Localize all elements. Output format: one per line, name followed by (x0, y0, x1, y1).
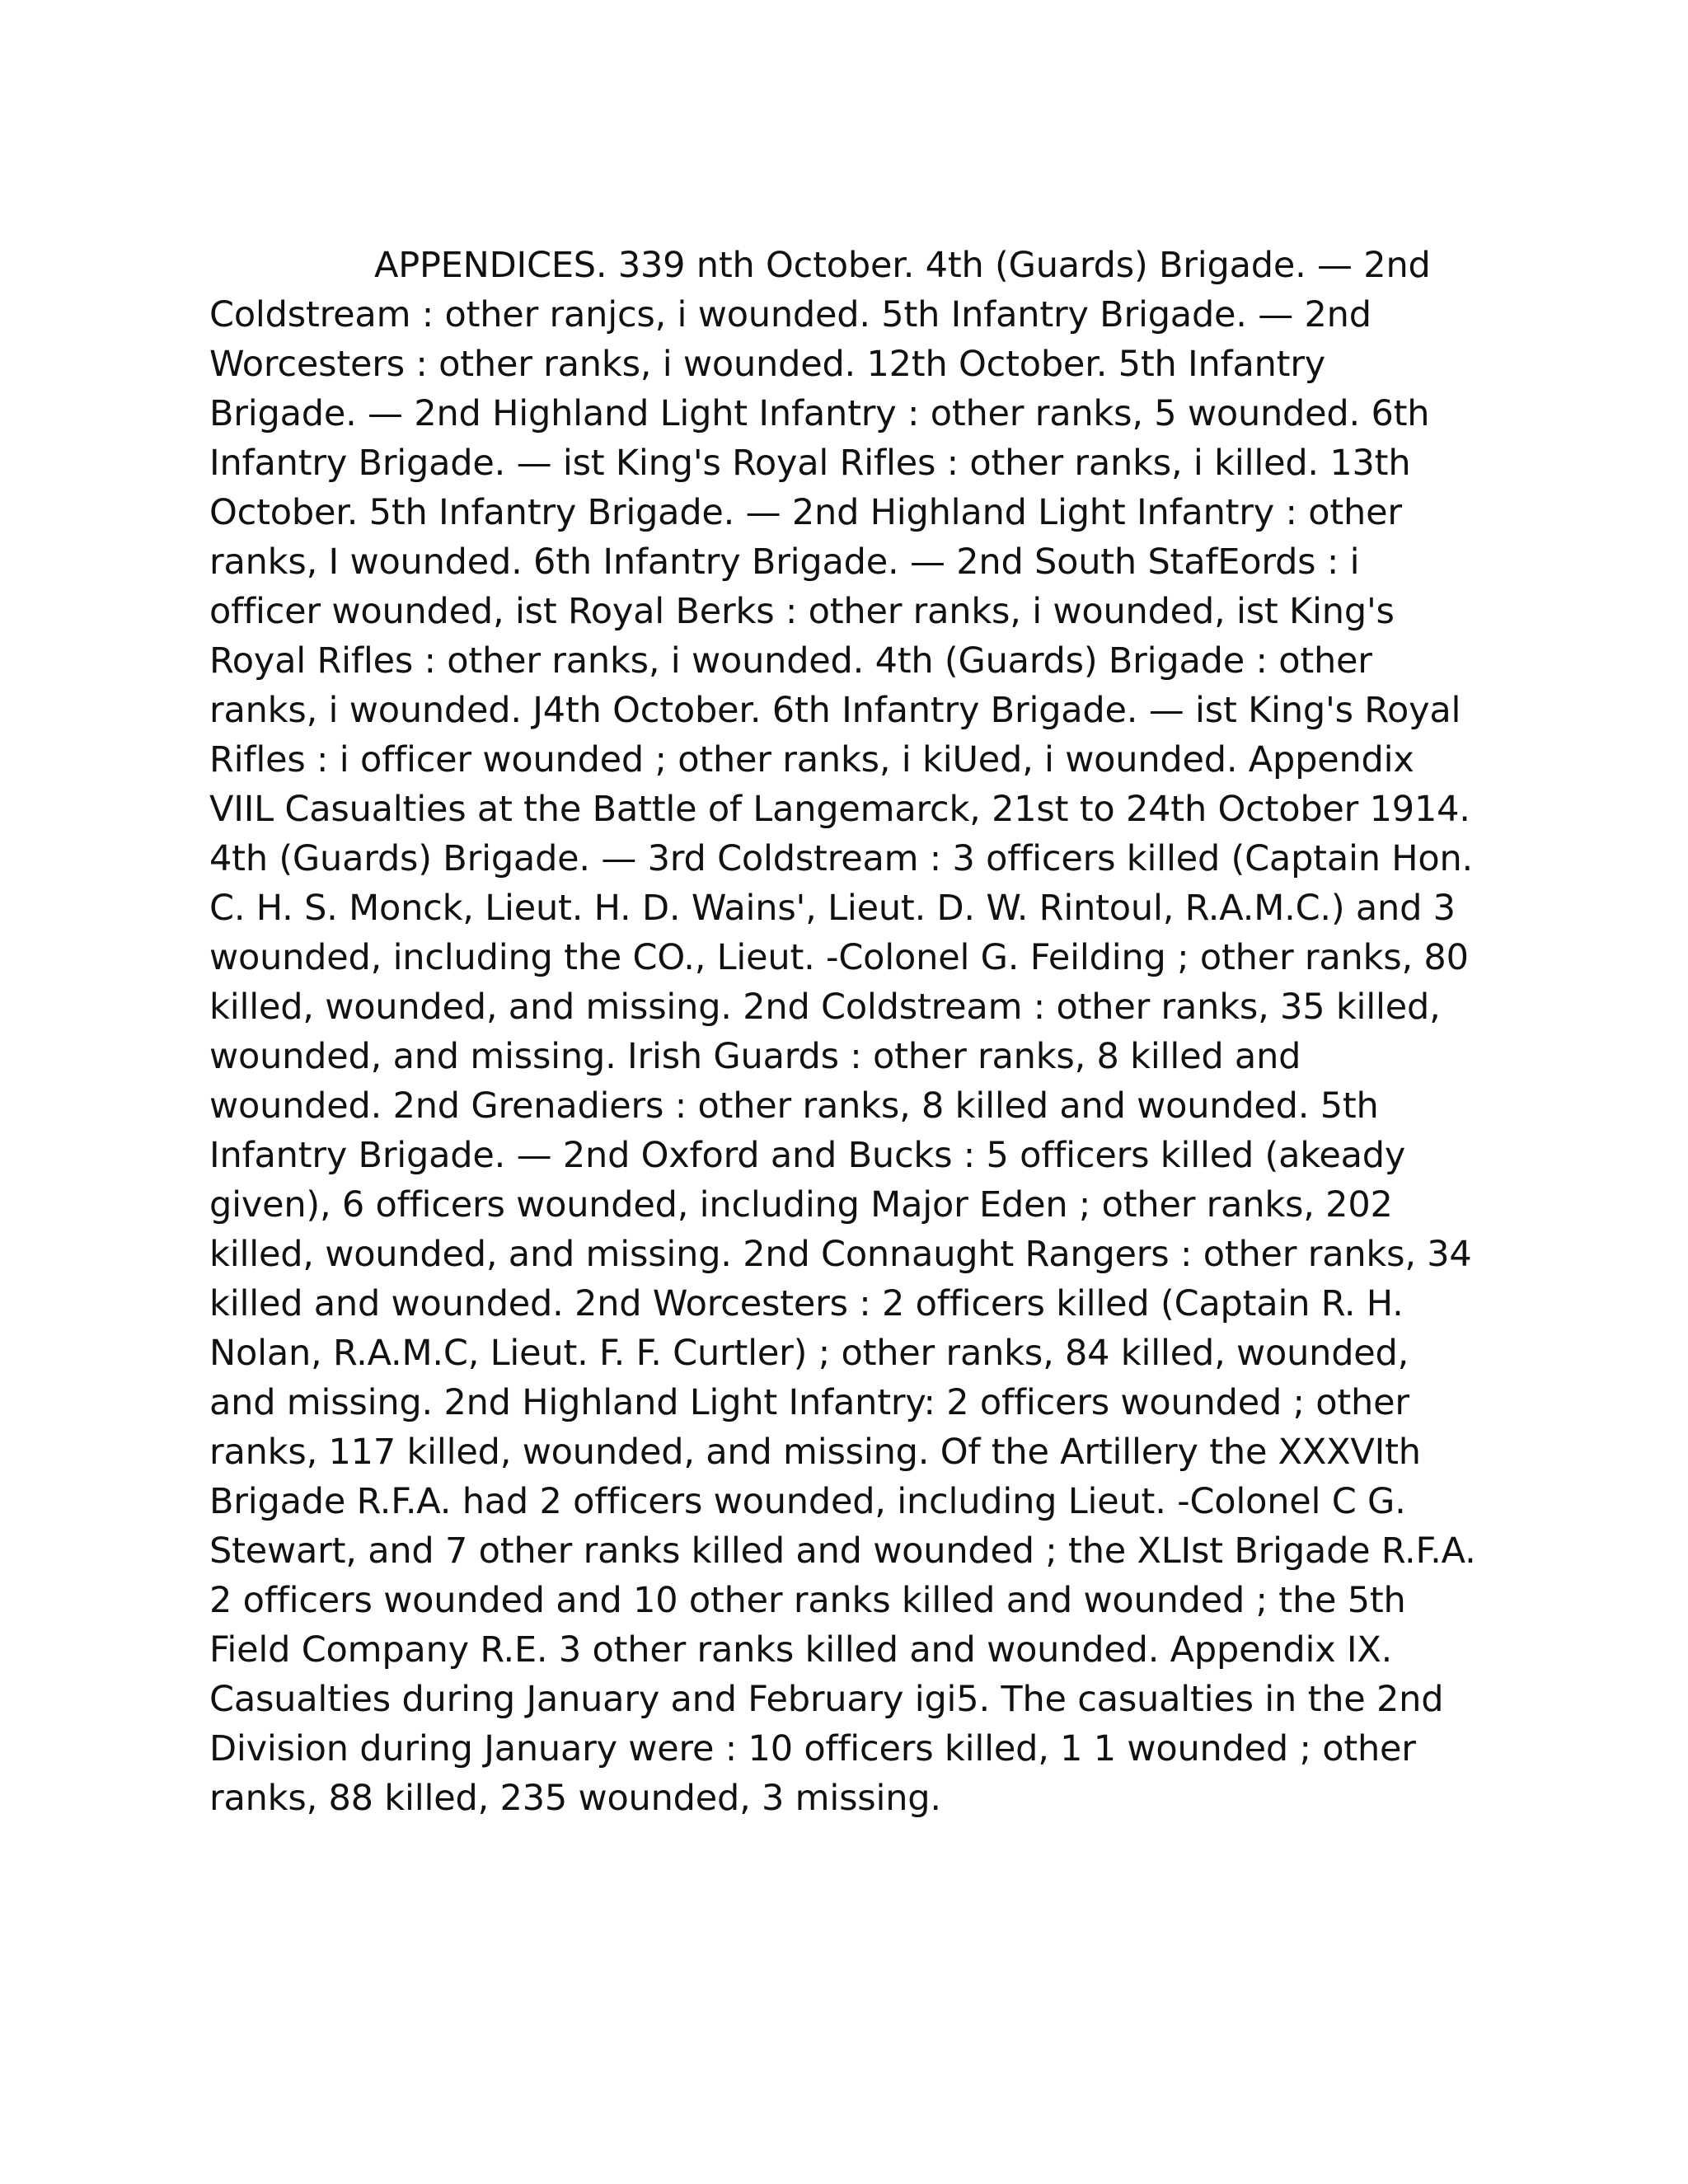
body-paragraph: APPENDICES. 339 nth October. 4th (Guards) Brigade. — 2nd Coldstream : other ranjcs, i wounded. 5th Infantry Brigade. — 2nd Worcesters : other ranks, i wounded. 12th October. 5th Infantry Brigade. — 2nd Highland Light Infantry : other ranks, 5 wounded. 6th Infantry Brigade. — ist King's Royal Rifles : other ranks, i killed. 13th October. 5th Infantry Brigade. — 2nd Highland Light Infantry : other ranks, I wounded. 6th Infantry Brigade. — 2nd South StafEords : i officer wounded, ist Royal Berks : other ranks, i wounded, ist King's Royal Rifles : other ranks, i wounded. 4th (Guards) Brigade : other ranks, i wounded. J4th October. 6th Infantry Brigade. — ist King's Royal Rifles : i officer wounded ; other ranks, i kiUed, i wounded. Appendix VIIL Casualties at the Battle of Langemarck, 21st to 24th October 1914. 4th (Guards) Brigade. — 3rd Coldstream : 3 officers killed (Captain Hon. C. H. S. Monck, Lieut. H. D. Wains', Lieut. D. W. Rintoul, R.A.M.C.) and 3 wounded, including the CO., Lieut. -Colonel G. Feilding ; other ranks, 80 killed, wounded, and missing. 2nd Coldstream : other ranks, 35 killed, wounded, and missing. Irish Guards : other ranks, 8 killed and wounded. 2nd Grenadiers : other ranks, 8 killed and wounded. 5th Infantry Brigade. — 2nd Oxford and Bucks : 5 officers killed (akeady given), 6 officers wounded, including Major Eden ; other ranks, 202 killed, wounded, and missing. 2nd Connaught Rangers : other ranks, 34 killed and wounded. 2nd Worcesters : 2 officers killed (Captain R. H. Nolan, R.A.M.C, Lieut. F. F. Curtler) ; other ranks, 84 killed, wounded, and missing. 2nd Highland Light Infantry: 2 officers wounded ; other ranks, 117 killed, wounded, and missing. Of the Artillery the XXXVIth Brigade R.F.A. had 2 officers wounded, including Lieut. -Colonel C G. Stewart, and 7 other ranks killed and wounded ; the XLIst Brigade R.F.A. 2 officers wounded and 10 other ranks killed and wounded ; the 5th Field Company R.E. 3 other ranks killed and wounded. Appendix IX. Casualties during January and February igi5. The casualties in the 2nd Division during January were : 10 officers killed, 1 1 wounded ; other ranks, 88 killed, 235 wounded, 3 missing. (209, 245, 1476, 1819)
